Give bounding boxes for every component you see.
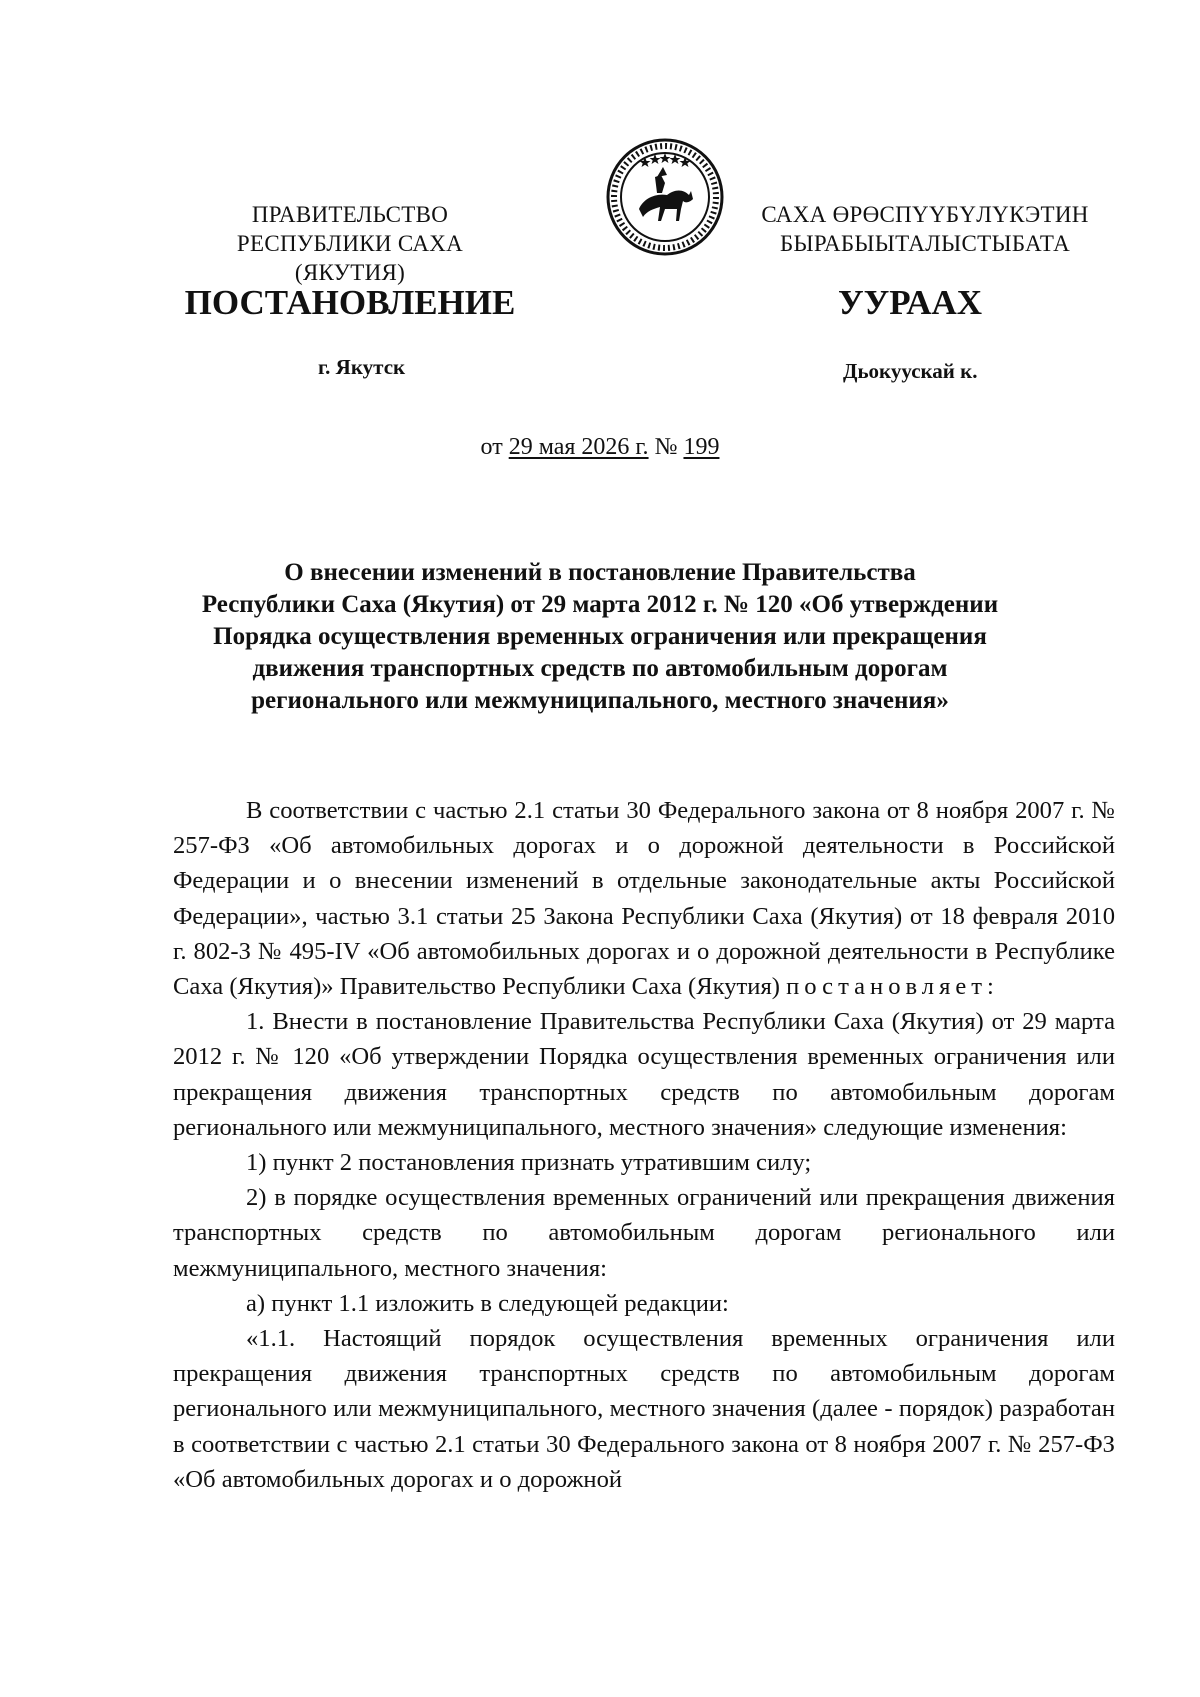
city-russian: г. Якутск (318, 355, 406, 379)
issuer-header-sakha (745, 200, 1105, 258)
document-title-line: Порядка осуществления временных ограничения или прекращения (213, 623, 987, 650)
resolves-word: постановляет: (786, 973, 999, 1001)
paragraph-subitem-2: 2) в порядке осуществления временных ограничений или прекращения движения транспортных средств по автомобильным дорогам регионального или межмуниципального, местного значения: (173, 1184, 1115, 1282)
document-title-line: Республики Саха (Якутия) от 29 марта 2012 г. № 120 «Об утверждении (201, 591, 999, 618)
document-title-line: движения транспортных средств по автомобильным дорогам (252, 655, 948, 682)
document-type-sakha: УУРААХ (837, 283, 983, 322)
date-number-line (0, 432, 1200, 462)
paragraph-quoted-1-1: «1.1. Настоящий порядок осуществления временных ограничения или прекращения движения транспортных средств по автомобильным дорогам регионального или межмуниципального, местного значения (далее - порядок) разработан в соответствии с частью 2.1 статьи 30 Федерального закона от 8 ноября 2007 г. № 257-ФЗ «Об автомобильных дорогах и о дорожной (173, 1325, 1115, 1493)
city-sakha: Дьокуускай к. (843, 359, 978, 383)
date-prefix: от (480, 434, 503, 460)
document-title-line: О внесении изменений в постановление Правительства (284, 559, 916, 586)
issuer-line-1: ПРАВИТЕЛЬСТВО (251, 202, 449, 227)
document-type-russian: ПОСТАНОВЛЕНИЕ (184, 283, 516, 322)
document-title (150, 557, 1050, 717)
issuer-line-2: РЕСПУБЛИКИ САХА (ЯКУТИЯ) (236, 231, 464, 285)
paragraph-item-1: 1. Внести в постановление Правительства Республики Саха (Якутия) от 29 марта 2012 г. № 120 «Об утверждении Порядка осуществления временных ограничения или прекращения движения транспортных средств по автомобильным дорогам регионального или межмуниципального, местного значения» следующие изменения: (173, 1008, 1115, 1141)
document-title-line: регионального или межмуниципального, местного значения» (251, 687, 949, 714)
issuer-line-sakha-1: САХА ӨРӨСПҮҮБҮЛҮКЭТИН (761, 202, 1089, 227)
preamble-text: В соответствии с частью 2.1 статьи 30 Федерального закона от 8 ноября 2007 г. № 257-ФЗ «Об автомобильных дорогах и о дорожной деятельности в Российской Федерации и о внесении изменений в отдельные законодательные акты Российской Федерации», частью 3.1 статьи 25 Закона Республики Саха (Якутия) от 18 февраля 2010 г. 802-З № 495-IV «Об автомобильных дорогах и о дорожной деятельности в Республике Саха (Якутия)» Правительство Республики Саха (Якутия) (173, 797, 1115, 1001)
number-sign: № (654, 434, 678, 460)
paragraph-preamble (173, 793, 1115, 1004)
coat-of-arms-emblem-icon (605, 137, 725, 257)
document-number: 199 (683, 434, 720, 460)
document-body (173, 793, 1115, 1497)
issuer-line-sakha-2: БЫРАБЫЫТАЛЫСТЫБАТА (779, 231, 1071, 256)
paragraph-subitem-a: а) пункт 1.1 изложить в следующей редакции: (246, 1289, 729, 1317)
issuer-header-russian (180, 200, 520, 287)
document-date: 29 мая 2026 г. (508, 434, 649, 460)
paragraph-subitem-1: 1) пункт 2 постановления признать утратившим силу; (246, 1149, 812, 1177)
